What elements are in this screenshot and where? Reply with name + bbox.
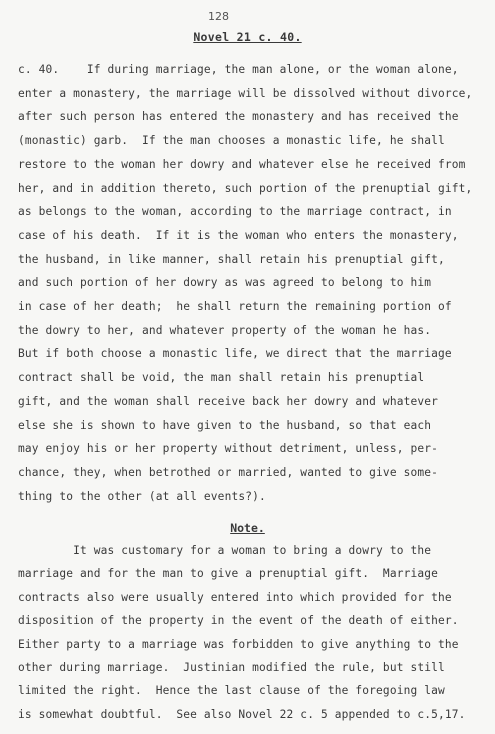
body-text-line: restore to the woman her dowry and whatever else he received from	[18, 157, 466, 171]
body-text-line: her, and in addition thereto, such portion of the prenuptial gift,	[18, 181, 473, 195]
body-text-line: and such portion of her dowry as was agreed to belong to him	[18, 276, 432, 290]
note-text-line: contracts also were usually entered into which provided for the	[18, 590, 452, 604]
body-text-line: contract shall be void, the man shall retain his prenuptial	[18, 371, 425, 385]
body-text-line: else she is shown to have given to the husband, so that each	[18, 418, 432, 432]
note-text-line: Either party to a marriage was forbidden to give anything to the	[18, 637, 459, 651]
page-number: 128	[208, 10, 229, 23]
body-text-line: after such person has entered the monastery and has received the	[18, 110, 459, 124]
note-text-line: disposition of the property in the event of the death of either.	[18, 614, 459, 628]
note-text-line: other during marriage. Justinian modified the rule, but still	[18, 661, 445, 674]
body-text-line: the husband, in like manner, shall retain his prenuptial gift,	[18, 252, 445, 266]
note-text-line: It was customary for a woman to bring a dowry to the	[18, 544, 432, 557]
body-text-line: But if both choose a monastic life, we direct that the marriage	[18, 347, 452, 361]
body-text-line: thing to the other (at all events?).	[18, 489, 266, 503]
body-text-line: enter a monastery, the marriage will be dissolved without divorce,	[18, 86, 473, 100]
page-title	[0, 30, 495, 44]
body-text-line: c. 40. If during marriage, the man alone, or the woman alone,	[18, 63, 459, 76]
note-heading	[0, 521, 495, 535]
note-text-line: limited the right. Hence the last clause of the foregoing law	[18, 684, 445, 698]
note-heading-text: Note.	[230, 521, 265, 535]
body-text-line: the dowry to her, and whatever property of the woman he has.	[18, 323, 432, 337]
page-title-text: Novel 21 c. 40.	[193, 30, 302, 44]
body-text-line: gift, and the woman shall receive back her dowry and whatever	[18, 394, 439, 408]
body-text-line: (monastic) garb. If the man chooses a monastic life, he shall	[18, 134, 445, 148]
note-text-line: is somewhat doubtful. See also Novel 22 c. 5 appended to c.5,17.	[18, 707, 466, 721]
body-text-line: in case of her death; he shall return the remaining portion of	[18, 300, 452, 313]
body-text-line: as belongs to the woman, according to the marriage contract, in	[18, 205, 452, 219]
body-text-line: chance, they, when betrothed or married, wanted to give some-	[18, 465, 439, 479]
body-text-line: case of his death. If it is the woman who enters the monastery,	[18, 228, 459, 242]
note-text-line: marriage and for the man to give a prenuptial gift. Marriage	[18, 567, 439, 581]
body-text-line: may enjoy his or her property without detriment, unless, per-	[18, 442, 439, 456]
